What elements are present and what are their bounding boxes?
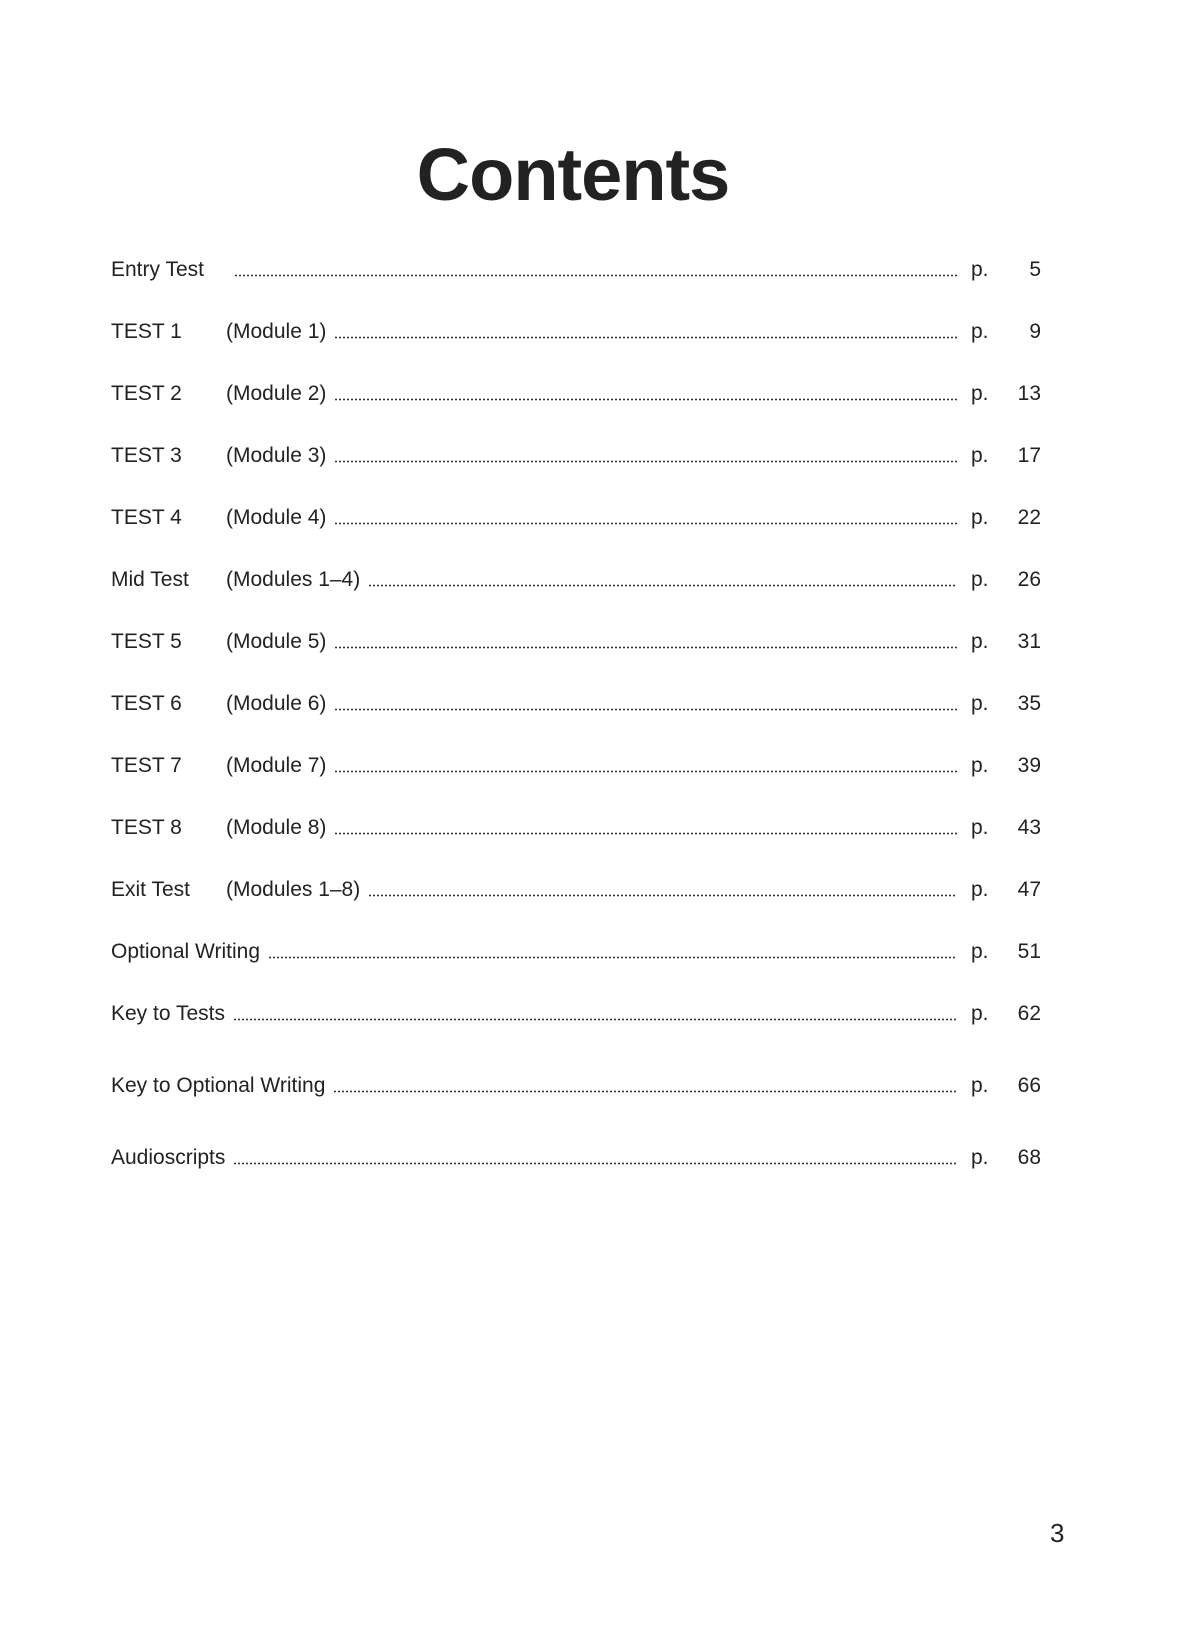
toc-entry-test-1[interactable]	[111, 312, 1041, 352]
toc-entry-label: TEST 4	[111, 506, 182, 529]
toc-page-number: 26	[1017, 568, 1041, 591]
toc-page-number: 62	[1017, 1002, 1041, 1025]
dot-leader	[234, 274, 957, 277]
toc-page-prefix: p.	[971, 940, 989, 963]
toc-entry-module: (Modules 1–4)	[226, 568, 361, 591]
toc-entry-module: (Modules 1–8)	[226, 878, 361, 901]
toc-page-number: 9	[1029, 320, 1041, 343]
toc-entry-module: (Module 1)	[226, 320, 327, 343]
toc-page-number: 31	[1017, 630, 1041, 653]
toc-page-prefix: p.	[971, 1074, 989, 1097]
toc-entry-label: TEST 2	[111, 382, 182, 405]
toc-entry-test-7[interactable]	[111, 746, 1041, 786]
toc-entry-label: Mid Test	[111, 568, 189, 591]
toc-entry-label: Entry Test	[111, 258, 204, 281]
page-title: Contents	[416, 133, 730, 216]
page-number: 3	[1050, 1518, 1065, 1548]
dot-leader	[334, 336, 957, 339]
dot-leader	[368, 894, 957, 897]
toc-entry-label: Key to Optional Writing	[111, 1074, 326, 1097]
toc-entry-module: (Module 2)	[226, 382, 327, 405]
dot-leader	[334, 398, 957, 401]
dot-leader	[334, 770, 957, 773]
toc-page-prefix: p.	[971, 692, 989, 715]
toc-entry-module: (Module 3)	[226, 444, 327, 467]
toc-entry-test-2[interactable]	[111, 374, 1041, 414]
toc-entry-module: (Module 5)	[226, 630, 327, 653]
toc-entry-test-6[interactable]	[111, 684, 1041, 724]
toc-entry-test-3[interactable]	[111, 436, 1041, 476]
toc-entry-module: (Module 6)	[226, 692, 327, 715]
toc-entry-entry-test[interactable]	[111, 250, 1041, 290]
toc-page-prefix: p.	[971, 506, 989, 529]
toc-page-number: 39	[1017, 754, 1041, 777]
toc-entry-module: (Module 8)	[226, 816, 327, 839]
toc-page-prefix: p.	[971, 258, 989, 281]
toc-page-prefix: p.	[971, 320, 989, 343]
dot-leader	[233, 1018, 957, 1021]
dot-leader	[334, 460, 957, 463]
toc-entry-test-5[interactable]	[111, 622, 1041, 662]
dot-leader	[268, 956, 957, 959]
toc-page-number: 5	[1029, 258, 1041, 281]
dot-leader	[368, 584, 957, 587]
toc-entry-label: TEST 6	[111, 692, 182, 715]
toc-page-prefix: p.	[971, 754, 989, 777]
toc-page-number: 47	[1017, 878, 1041, 901]
dot-leader	[333, 1090, 957, 1093]
toc-entry-key-to-tests[interactable]	[111, 994, 1041, 1034]
toc-page-number: 68	[1017, 1146, 1041, 1169]
toc-page-number: 43	[1017, 816, 1041, 839]
toc-entry-label: Optional Writing	[111, 940, 261, 963]
dot-leader	[233, 1162, 957, 1165]
toc-page-number: 35	[1017, 692, 1041, 715]
toc-entry-exit-test[interactable]	[111, 870, 1041, 910]
toc-entry-test-8[interactable]	[111, 808, 1041, 848]
toc-page-number: 22	[1017, 506, 1041, 529]
toc-page-prefix: p.	[971, 878, 989, 901]
toc-entry-label: TEST 5	[111, 630, 182, 653]
dot-leader	[334, 646, 957, 649]
toc-entry-module: (Module 7)	[226, 754, 327, 777]
toc-entry-audioscripts[interactable]	[111, 1138, 1041, 1178]
toc-page-prefix: p.	[971, 1146, 989, 1169]
table-of-contents	[111, 0, 1041, 1250]
toc-page-prefix: p.	[971, 816, 989, 839]
toc-entry-label: TEST 1	[111, 320, 182, 343]
toc-page-prefix: p.	[971, 444, 989, 467]
toc-entry-key-to-optional-writing[interactable]	[111, 1066, 1041, 1106]
toc-page-number: 66	[1017, 1074, 1041, 1097]
toc-entry-mid-test[interactable]	[111, 560, 1041, 600]
toc-page-prefix: p.	[971, 382, 989, 405]
toc-page-prefix: p.	[971, 1002, 989, 1025]
toc-entry-label: TEST 3	[111, 444, 182, 467]
toc-entry-label: TEST 7	[111, 754, 182, 777]
toc-page-prefix: p.	[971, 630, 989, 653]
toc-entry-optional-writing[interactable]	[111, 932, 1041, 972]
toc-page-number: 17	[1017, 444, 1041, 467]
toc-entry-label: TEST 8	[111, 816, 182, 839]
toc-page-number: 13	[1017, 382, 1041, 405]
toc-page-number: 51	[1017, 940, 1041, 963]
toc-entry-label: Key to Tests	[111, 1002, 226, 1025]
dot-leader	[334, 832, 957, 835]
toc-entry-test-4[interactable]	[111, 498, 1041, 538]
toc-entry-label: Audioscripts	[111, 1146, 226, 1169]
dot-leader	[334, 522, 957, 525]
toc-entry-label: Exit Test	[111, 878, 190, 901]
dot-leader	[334, 708, 957, 711]
toc-entry-module: (Module 4)	[226, 506, 327, 529]
toc-page-prefix: p.	[971, 568, 989, 591]
